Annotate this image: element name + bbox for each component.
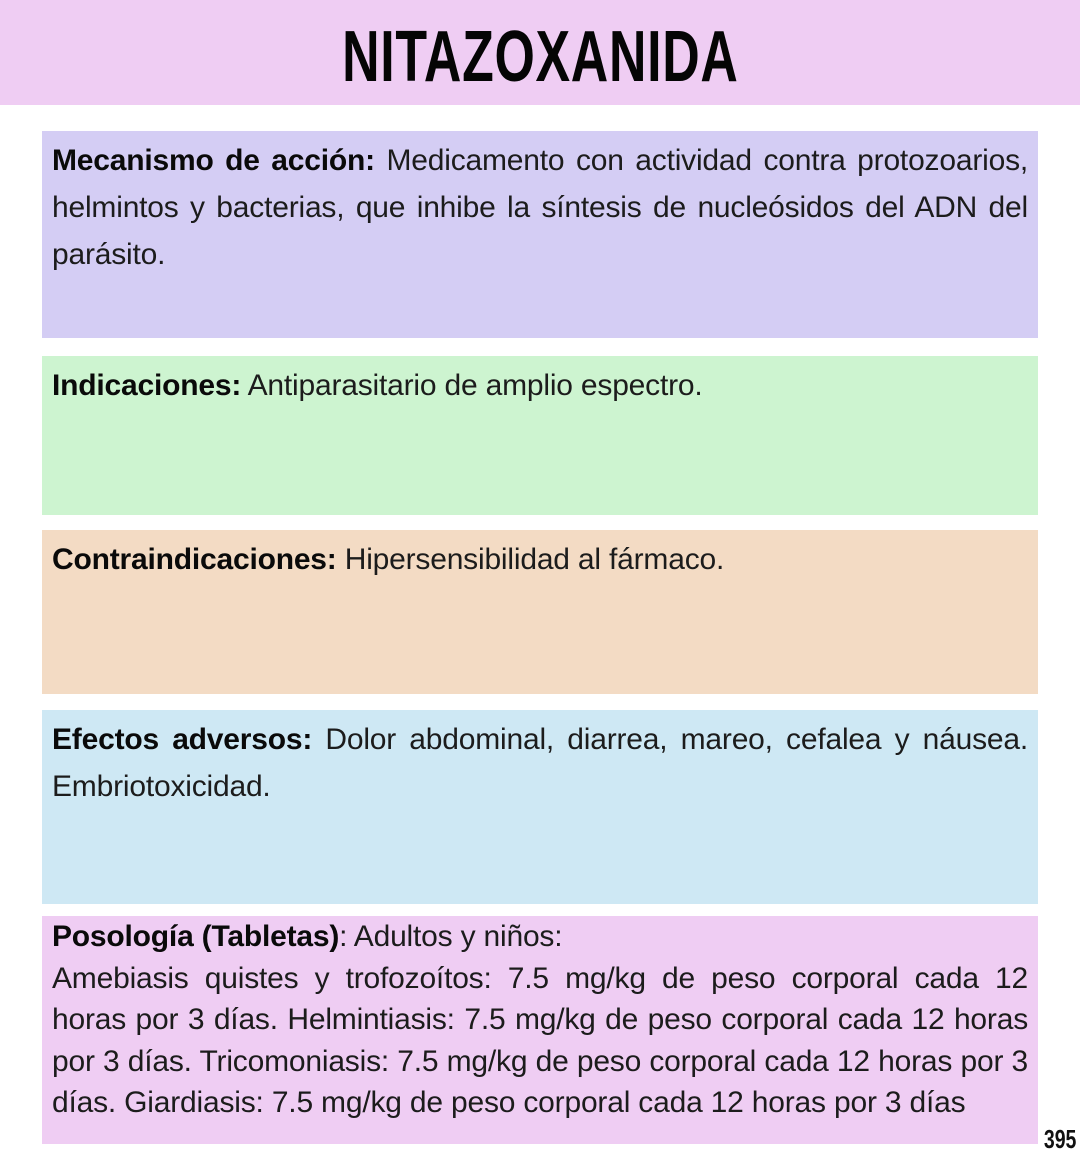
section-label: Contraindicaciones: [52,543,337,576]
title-banner [0,0,1080,105]
page-number: 395 [1043,1124,1076,1154]
section-label-suffix: : Adultos y niños: [339,920,563,953]
section-label: Efectos adversos: [52,723,313,756]
section-indications [42,356,1038,515]
section-contraindications [42,530,1038,694]
section-label: Indicaciones: [52,369,242,402]
section-text: Dolor abdominal, diarrea, mareo, cefalea y náusea. Embriotoxicidad. [52,723,1028,803]
drug-title: NITAZOXANIDA [341,16,739,97]
section-mechanism [42,131,1038,338]
section-label: Mecanismo de acción: [52,144,375,177]
section-text: Amebiasis quistes y trofozoítos: 7.5 mg/kg de peso corporal cada 12 horas por 3 días. Helmintiasis: 7.5 mg/kg de peso corporal cada 12 horas por 3 días. Tricomoniasis: 7.5 mg/kg de peso corporal cada 12 horas por 3 días. Giardiasis: 7.5 mg/kg de peso corporal cada 12 horas por 3 días [52,961,1028,1119]
section-label: Posología (Tabletas) [52,920,340,953]
section-adverse-effects [42,710,1038,904]
section-text: Medicamento con actividad contra protozoarios, helmintos y bacterias, que inhibe la síntesis de nucleósidos del ADN del parásito. [52,144,1028,271]
section-dosage [42,916,1038,1144]
dosage-header [52,916,1028,958]
section-text: Hipersensibilidad al fármaco. [336,543,725,576]
section-text: Antiparasitario de amplio espectro. [241,369,703,402]
